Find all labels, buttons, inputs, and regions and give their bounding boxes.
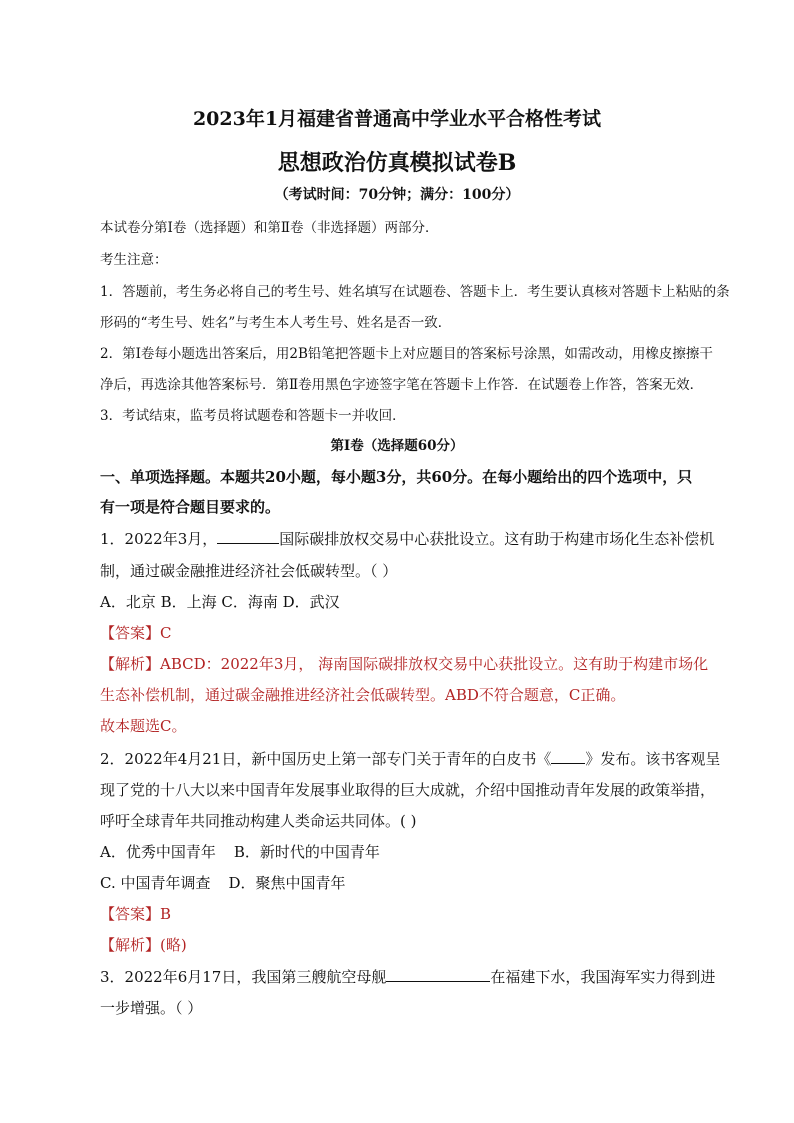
q3-stem-line-1 bbox=[100, 966, 720, 987]
q2-analysis-text: (略) bbox=[160, 936, 187, 954]
q2-options-row-2 bbox=[100, 872, 720, 893]
q2-analysis-label: 【解析】 bbox=[100, 936, 161, 954]
q3-blank bbox=[386, 967, 490, 982]
paper-composition: 本试卷分第Ⅰ卷（选择题）和第Ⅱ卷（非选择题）两部分． bbox=[100, 220, 439, 236]
notice-2-line-1: 2．第Ⅰ卷每小题选出答案后，用2B铅笔把答题卡上对应题目的答案标号涂黑，如需改动，用橡皮擦擦干 bbox=[100, 346, 713, 362]
q2-answer-label: 【答案】 bbox=[100, 905, 161, 923]
notice-2-line-2: 净后，再选涂其他答案标号．第Ⅱ卷用黑色字迹签字笔在答题卡上作答．在试题卷上作答，答案无效． bbox=[100, 377, 704, 393]
q1-blank bbox=[217, 529, 279, 544]
q2-stem-prefix: 2．2022年4月21日，新中国历史上第一部专门关于青年的白皮书《 bbox=[100, 750, 552, 768]
q2-options-row-1 bbox=[100, 841, 720, 862]
q2-option-b: B．新时代的中国青年 bbox=[233, 843, 380, 861]
q1-options: A．北京 B．上海 C．海南 D．武汉 bbox=[100, 593, 340, 611]
q2-answer bbox=[100, 903, 720, 924]
section-title: 第Ⅰ卷（选择题60分） bbox=[330, 438, 464, 454]
q2-blank bbox=[551, 749, 585, 764]
q1-stem-line-2: 制，通过碳金融推进经济社会低碳转型。（ ） bbox=[100, 562, 398, 580]
q3-stem-prefix: 3．2022年6月17日，我国第三艘航空母舰 bbox=[100, 968, 387, 986]
q2-option-d: D．聚焦中国青年 bbox=[228, 874, 346, 892]
q3-stem-suffix: 在福建下水，我国海军实力得到进 bbox=[490, 968, 716, 986]
q2-stem-suffix: 》发布。该书客观呈 bbox=[585, 750, 721, 768]
q3-stem-line-2: 一步增强。（ ） bbox=[100, 999, 203, 1017]
q1-analysis-label: 【解析】 bbox=[100, 655, 161, 673]
q1-analysis-line-1 bbox=[100, 653, 720, 674]
q2-stem-line-2: 现了党的十八大以来中国青年发展事业取得的巨大成就，介绍中国推动青年发展的政策举措， bbox=[100, 781, 716, 799]
notice-3: 3．考试结束，监考员将试题卷和答题卡一并收回． bbox=[100, 408, 406, 424]
q2-stem-line-1 bbox=[100, 748, 720, 769]
notice-1-line-1: 1．答题前，考生务必将自己的考生号、姓名填写在试题卷、答题卡上．考生要认真核对答题卡上粘贴的条 bbox=[100, 284, 730, 300]
q2-stem-line-3: 呼吁全球青年共同推动构建人类命运共同体。( ) bbox=[100, 812, 417, 830]
exam-info: （考试时间：70分钟；满分：100分） bbox=[274, 187, 520, 203]
q1-answer-value: C bbox=[160, 624, 172, 642]
notice-1-line-2: 形码的“考生号、姓名”与考生本人考生号、姓名是否一致． bbox=[100, 315, 452, 331]
q1-stem-suffix: 国际碳排放权交易中心获批设立。这有助于构建市场化生态补偿机 bbox=[279, 530, 715, 548]
q1-answer-label: 【答案】 bbox=[100, 624, 161, 642]
q1-analysis-line-2: 生态补偿机制，通过碳金融推进经济社会低碳转型。ABD不符合题意，C正确。 bbox=[100, 686, 626, 704]
q1-stem-prefix: 1．2022年3月， bbox=[100, 530, 218, 548]
notice-title: 考生注意： bbox=[100, 252, 168, 268]
section-instruction-line-1: 一、单项选择题。本题共20小题，每小题3分，共60分。在每小题给出的四个选项中，只 bbox=[100, 468, 693, 486]
q1-analysis-text: ABCD：2022年3月， 海南国际碳排放权交易中心获批设立。这有助于构建市场化 bbox=[160, 655, 709, 673]
q2-answer-value: B bbox=[160, 905, 172, 923]
exam-subtitle: 思想政治仿真模拟试卷B bbox=[277, 150, 517, 176]
q2-option-c: C. 中国青年调查 bbox=[100, 874, 211, 892]
section-instruction-line-2: 有一项是符合题目要求的。 bbox=[100, 498, 281, 516]
q2-analysis bbox=[100, 934, 720, 955]
q1-stem-line-1 bbox=[100, 528, 720, 549]
q2-option-a: A．优秀中国青年 bbox=[100, 843, 216, 861]
exam-title: 2023年1月福建省普通高中学业水平合格性考试 bbox=[192, 108, 602, 130]
q1-conclusion: 故本题选C。 bbox=[100, 717, 187, 735]
q1-answer bbox=[100, 622, 720, 643]
